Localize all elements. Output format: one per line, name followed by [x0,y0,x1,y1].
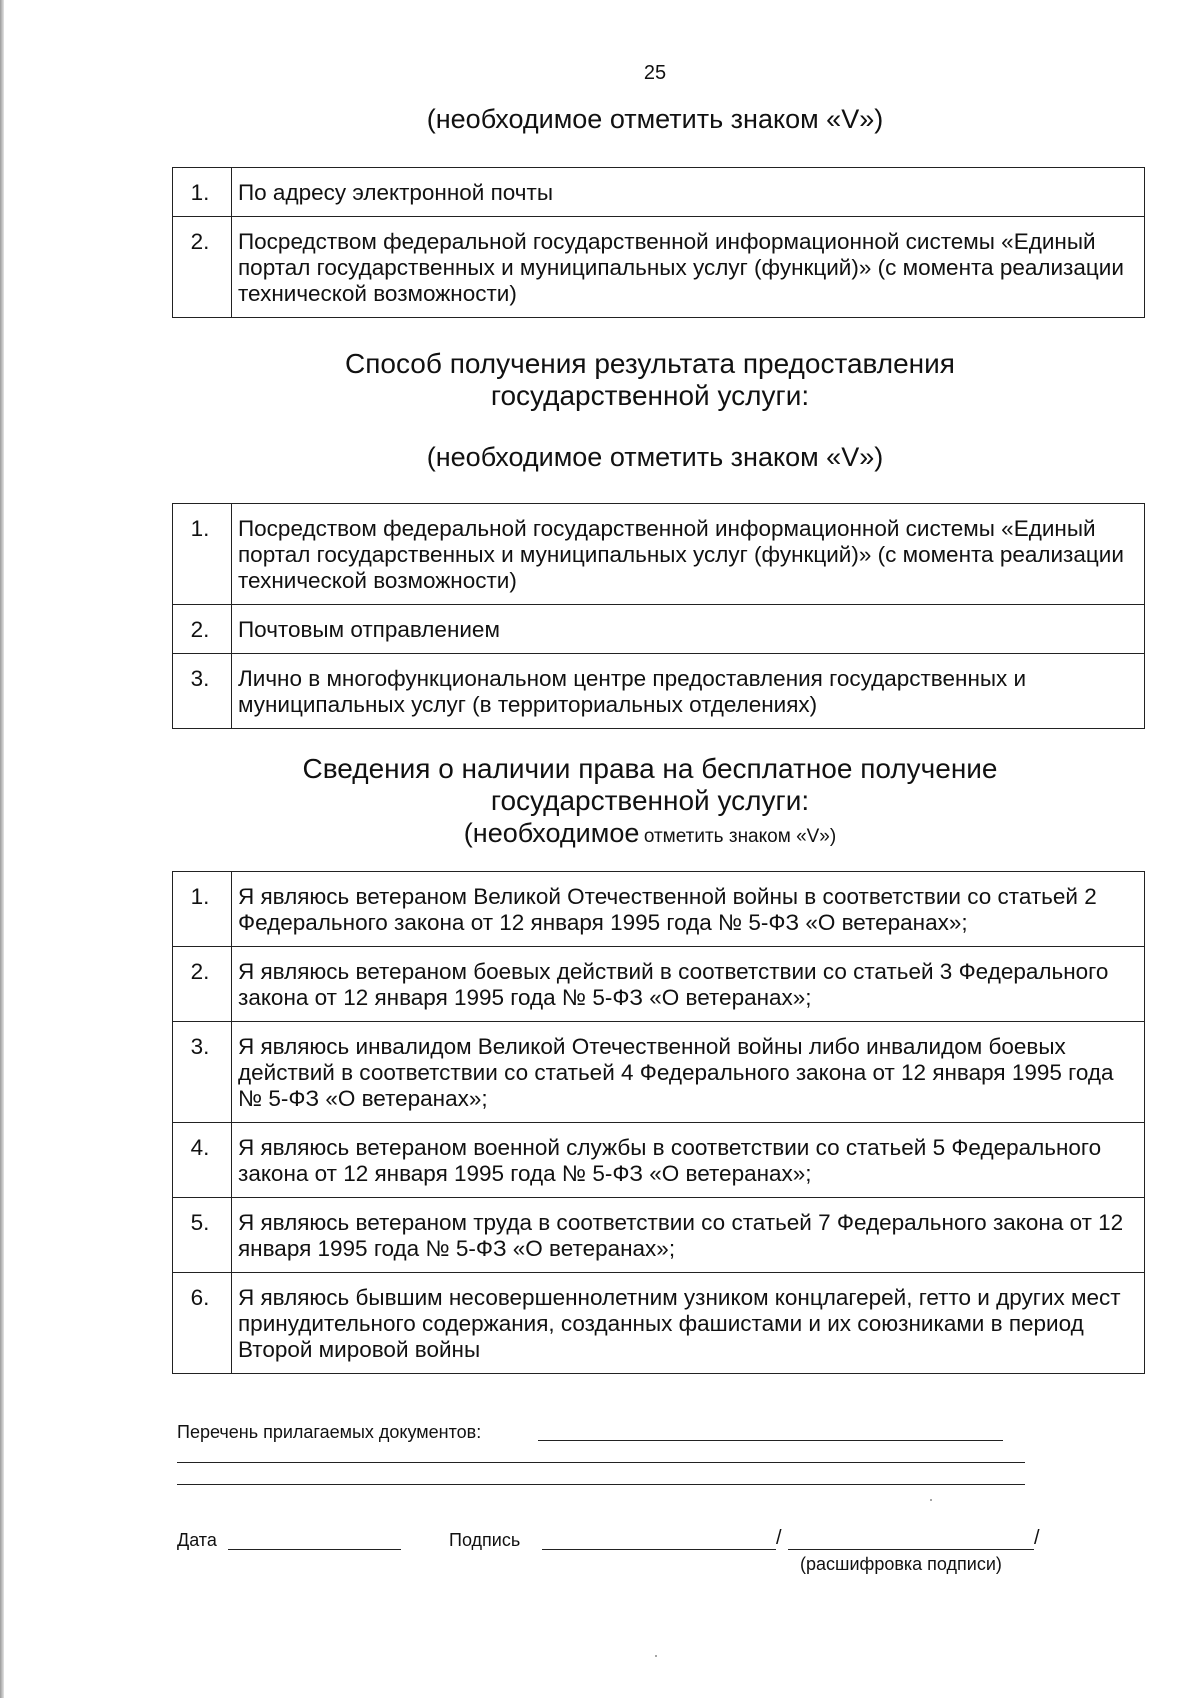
table-row [173,872,1145,947]
mark-note-part: (необходимое [463,818,640,848]
table-row [173,605,1145,654]
row-number: 2. [173,217,232,318]
row-number: 3. [173,1022,232,1123]
mark-note-2: (необходимое отметить знаком «V») [426,442,884,472]
notification-options-table [172,167,1145,318]
attachments-label: Перечень прилагаемых документов: [177,1422,482,1442]
signature-decoding-fill-line[interactable] [788,1549,1034,1550]
table-row [173,217,1145,318]
row-text[interactable]: Лично в многофункциональном центре предоставления государственных и муниципальных услуг (в территориальных отделениях) [232,654,1145,729]
section-title-line: Сведения о наличии права на бесплатное получение [302,753,998,784]
row-number: 2. [173,947,232,1022]
table-row [173,168,1145,217]
table-row [173,1123,1145,1198]
row-text[interactable]: Я являюсь ветераном военной службы в соответствии со статьей 5 Федерального закона от 12 января 1995 года № 5-ФЗ «О ветеранах»; [232,1123,1145,1198]
signature-decoding-caption: (расшифровка подписи) [800,1554,1002,1574]
row-number: 6. [173,1273,232,1374]
table-row [173,654,1145,729]
row-number: 5. [173,1198,232,1273]
table-row [173,504,1145,605]
table-row [173,947,1145,1022]
section-title-line: государственной услуги: [490,380,810,411]
attachments-fill-line-2[interactable] [177,1462,1025,1463]
section-title-line: государственной услуги: [490,785,810,816]
row-text[interactable]: Посредством федеральной государственной информационной системы «Единый портал государственных и муниципальных услуг (функций)» (с момента реализации технической возможности) [232,504,1145,605]
scan-edge [0,0,4,1698]
signature-fill-line[interactable] [542,1549,776,1550]
attachments-fill-line-1[interactable] [538,1440,1003,1441]
row-text[interactable]: Я являюсь ветераном боевых действий в соответствии со статьей 3 Федерального закона от 12 января 1995 года № 5-ФЗ «О ветеранах»; [232,947,1145,1022]
section-title-result-method [0,348,1200,412]
attachments-fill-line-3[interactable] [177,1484,1025,1485]
table-row [173,1022,1145,1123]
row-number: 1. [173,872,232,947]
row-text[interactable]: Я являюсь ветераном труда в соответствии со статьей 7 Федерального закона от 12 января 1995 года № 5-ФЗ «О ветеранах»; [232,1198,1145,1273]
page-number: 25 [643,62,667,84]
row-text[interactable]: Я являюсь ветераном Великой Отечественной войны в соответствии со статьей 2 Федерального закона от 12 января 1995 года № 5-ФЗ «О ветеранах»; [232,872,1145,947]
mark-note-3 [0,818,1200,849]
row-text[interactable]: Я являюсь инвалидом Великой Отечественной войны либо инвалидом боевых действий в соответствии со статьей 4 Федерального закона от 12 января 1995 года № 5-ФЗ «О ветеранах»; [232,1022,1145,1123]
slash-separator: / [776,1527,782,1549]
scan-speck [930,1499,932,1501]
signature-label: Подпись [449,1530,521,1550]
row-number: 1. [173,504,232,605]
row-number: 3. [173,654,232,729]
slash-separator: / [1034,1527,1040,1549]
table-row [173,1273,1145,1374]
section-title-line: Способ получения результата предоставления [345,348,955,379]
result-method-table [172,503,1145,729]
mark-note-part: отметить знаком «V») [643,826,837,847]
row-number: 1. [173,168,232,217]
date-fill-line[interactable] [228,1549,401,1550]
row-number: 4. [173,1123,232,1198]
scan-speck [655,1655,657,1657]
mark-note-1: (необходимое отметить знаком «V») [426,104,884,134]
free-service-right-table [172,871,1145,1374]
row-number: 2. [173,605,232,654]
table-row [173,1198,1145,1273]
row-text[interactable]: По адресу электронной почты [232,168,1145,217]
section-title-free-service-right [0,753,1200,817]
row-text[interactable]: Почтовым отправлением [232,605,1145,654]
row-text[interactable]: Посредством федеральной государственной информационной системы «Единый портал государственных и муниципальных услуг (функций)» (с момента реализации технической возможности) [232,217,1145,318]
row-text[interactable]: Я являюсь бывшим несовершеннолетним узником концлагерей, гетто и других мест принудительного содержания, созданных фашистами и их союзниками в период Второй мировой войны [232,1273,1145,1374]
date-label: Дата [177,1530,217,1550]
